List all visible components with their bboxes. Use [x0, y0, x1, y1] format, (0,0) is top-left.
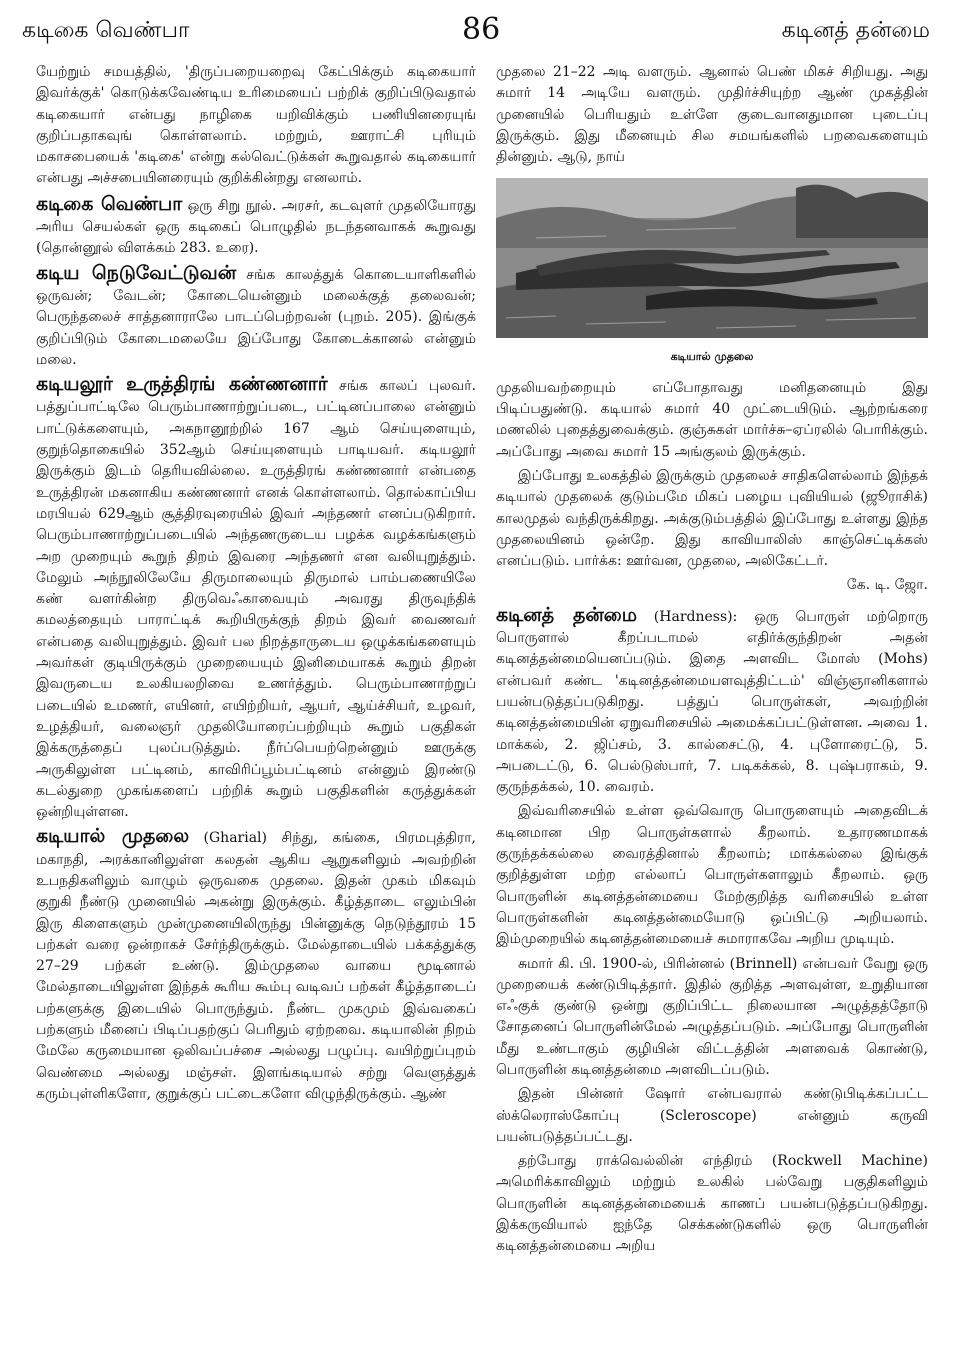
left-running-head: கடிகை வெண்பா	[22, 18, 190, 43]
entry-body: சங்க காலத்துக் கொடையாளிகளில் ஒருவன்; வேடன்; கோடையென்னும் மலைக்குத் தலைவன்; பெருந்தலைச் சாத்தனாராலே பாடப்பெற்றவன் (புறம். 205). இங்குக் குறிப்பிடும் கோடைமலையே இப்போது கோடைக்கானல் என்னும் மலை.	[36, 266, 476, 368]
entry-hardness	[496, 605, 928, 799]
right-column	[496, 62, 928, 1261]
paragraph: தற்போது ராக்வெல்லின் எந்திரம் (Rockwell Machine) அமெரிக்காவிலும் மற்றும் உலகில் பல்வேறு பகுதிகளிலும் பொருளின் கடினத்தன்மையைக் காணப் பயன்படுத்தப்படுகிறது. இக்கருவியால் ஐந்தே செக்கண்டுகளில் ஒரு பொருளின் கடினத்தன்மையை அறிய	[496, 1153, 928, 1255]
paragraph: இப்போது உலகத்தில் இருக்கும் முதலைச் சாதிகளெல்லாம் இந்தக் கடியால் முதலைக் குடும்பமே மிகப் பழைய புவியியல் (ஜூராசிக்) காலமுதல் வந்திருக்கிறது. அக்குடும்பத்தில் இப்போது உள்ளது இந்த முதலையினம் ஒன்றே. இது காவியாலிஸ் காஞ்செட்டிக்கஸ் எனப்படும். பார்க்க: ஊர்வன, முதலை, அலிகேட்டர்.	[496, 467, 928, 570]
right-running-head: கடினத் தன்மை	[781, 18, 930, 43]
entry-kadigai-venba	[36, 194, 476, 260]
entry-body: ஒரு பொருள் மற்றொரு பொருளால் கீறப்படாமல் எதிர்க்குந்திறன் அதன் கடினத்தன்மையெனப்படும். இதை அளவிட மோஸ் (Mohs) என்பவர் கண்ட 'கடினத்தன்மையளவுத்திட்டம்' விஞ்ஞானிகளால் பயன்படுத்தப்படுகிறது. பத்துப் பொருள்கள், அவற்றின் கடினத்தன்மையின் ஏறுவரிசையில் அமைக்கப்பட்டுள்ளன. அவை 1. மாக்கல், 2. ஜிப்சம், 3. கால்சைட்டு, 4. புளோரைட்டு, 5. அபடைட்டு, 6. பெல்டுஸ்பார், 7. படிகக்கல், 8. புஷ்பராகம், 9. குருந்தக்கல், 10. வைரம்.	[496, 608, 928, 796]
entry-heading: கடிகை வெண்பா	[36, 192, 183, 215]
entry-body: சிந்து, கங்கை, பிரமபுத்திரா, மகாநதி, அரக்கானிலுள்ள கலதன் ஆகிய ஆறுகளிலும் அவற்றின் உபநதிகளிலும் வாழும் ஒருவகை முதலை. இதன் முகம் மிகவும் குறுகி நீண்டு முனையில் அகன்று இருக்கும். கீழ்த்தாடை எலும்பின் இரு கிளைகளும் முன்முனையிலிருந்து பின்னுக்கு நெடுந்தூரம் 15 பற்கள் வரை ஒன்றாகச் சேர்ந்திருக்கும். மேல்தாடையில் பக்கத்துக்கு 27–29 பற்கள் உண்டு. இம்முதலை வாயை மூடினால் மேல்தாடையிலுள்ள இந்தக் கூரிய கூம்பு வடிவப் பற்கள் கீழ்த்தாடைப் பற்களுக்கு இடையில் பொருந்தும். நீண்ட முகமும் இவ்வகைப் பற்களும் மீனைப் பிடிப்பதற்குப் பெரிதும் ஏற்றவை. கடியாலின் நிறம் மேலே கருமையான ஒலிவப்பச்சை அல்லது பழுப்பு. வயிற்றுப்புறம் வெண்மை அல்லது மஞ்சள். இளங்கடியால் சற்று வெளுத்துக் கரும்புள்ளிகளோ, குறுக்குப் பட்டைகளோ விழுந்திருக்கும். ஆண்	[36, 830, 476, 1102]
figure-caption: கடியால் முதலை	[670, 350, 754, 364]
entry-heading: கடியால் முதலை	[36, 825, 190, 848]
entry-body: ஒரு சிறு நூல். அரசர், கடவுளர் முதலியோரது அரிய செயல்கள் ஒரு கடிகைப் பொழுதில் நடந்தனவாகக் கூறுவது (தொன்னூல் விளக்கம் 283. உரை).	[36, 197, 476, 257]
page-header	[0, 0, 966, 52]
gharial-illustration	[496, 178, 928, 338]
continued-text: முதலை 21–22 அடி வளரும். ஆனால் பெண் மிகச் சிறியது. அது சுமார் 14 அடியே வளரும். முதிர்ச்சியுற்ற ஆண் முகத்தின் முனையில் பெரியதும் உள்ளே குடைவானதுமான புடைப்பு இருக்கும். இது மீனையும் சில சமயங்களில் பறவைகளையும் தின்னும். ஆடு, நாய்	[496, 64, 928, 166]
entry-heading: கடியலூர் உருத்திரங் கண்ணனார்	[36, 373, 328, 396]
entry-kadiya-neduvettuvan	[36, 263, 476, 371]
entry-gharial	[36, 826, 476, 1105]
page-number: 86	[462, 12, 501, 47]
continued-text: முதலியவற்றையும் எப்போதாவது மனிதனையும் இது பிடிப்பதுண்டு. கடியால் சுமார் 40 முட்டையிடும். ஆற்றங்கரை மணலில் புதைத்துவைக்கும். குஞ்சுகள் மார்ச்சு–ஏப்ரலில் பொரிக்கும். அப்போது அவை சுமார் 15 அங்குலம் இருக்கும்.	[496, 379, 928, 460]
left-column	[36, 62, 476, 1108]
paragraph: இவ்வரிசையில் உள்ள ஒவ்வொரு பொருளையும் அதைவிடக் கடினமான பிற பொருள்களால் கீறலாம். உதாரணமாகக் குருந்தக்கல்லை வைரத்தினால் கீறலாம்; மாக்கல்லை இங்குக் குறித்துள்ள மற்ற எல்லாப் பொருள்களாலும் கீறலாம். ஒரு பொருளின் கடினத்தன்மையை மேற்குறித்த வரிசையில் உள்ள பொருள்களின் கடினத்தன்மையோடு ஒப்பிட்டு அறியலாம். இம்முறையில் கடினத்தன்மையைச் சுமாராகவே அறிய முடியும்.	[496, 803, 928, 948]
continued-text: யேற்றும் சமயத்தில், 'திருப்பறையறைவு கேட்பிக்கும் கடிகையார் இவர்க்குக்' கொடுக்கவேண்டிய உரிமையைப் பற்றிக் குறிப்பிடுவதால் கடிகையார் என்பது நாழிகை யறிவிக்கும் பணியினரையுங் குறிப்பதாகவுங் கொள்ளலாம். மற்றும், ஊராட்சி புரியும் மகாசபையைக் 'கடிகை' என்று கல்வெட்டுக்கள் கூறுவதால் கடிகையார் என்பது அச்சபையினரையும் குறிக்கின்றது எனலாம்.	[36, 64, 476, 187]
entry-heading: கடிய நெடுவேட்டுவன்	[36, 261, 237, 284]
entry-kadiyalur-uruththirang-kannanar	[36, 374, 476, 823]
entry-english-term: (Gharial)	[189, 830, 267, 847]
gharial-image	[496, 178, 928, 338]
entry-body: சங்க காலப் புலவர். பத்துப்பாட்டிலே பெரும்பாணாற்றுப்படை, பட்டினப்பாலை என்னும் பாட்டுக்களையும், அகநானூற்றில் 167 ஆம் செய்யுளையும், குறுந்தொகையில் 352ஆம் செய்யுளையும் பாடியவர். கடியலூர் இருக்கும் இடம் தெரியவில்லை. உருத்திரங் கண்ணனார் என்பதை உருத்திரன் மகனாகிய கண்ணனார் எனக் கொள்ளலாம். தொல்காப்பிய மரபியல் 629ஆம் சூத்திரவுரையில் இவர் அந்தணர் எனப்படுகிறார். பெரும்பாணாற்றுப்படையில் அந்தணருடைய பழக்க வழக்கங்களும் அற முறையும் கூறுந் திறம் இவரை அந்தணர் என வலியுறுத்தும். மேலும் அந்நூலிலேயே திருமாலையும் திருமால் பாம்பணையிலே கண் வளர்கின்ற திருவெஃகாவையும் அவரது திருவுந்திக் கமலத்தையும் பாராட்டிக் கூறியிருக்குந் திறம் இவர் வைணவர் என்பதை வலியுறுத்தும். இவர் பல நிறத்தாருடைய ஒழுக்கங்களையும் அவர்கள் குடியிருக்கும் முறையையும் இனிமையாகக் கூறும் திறன் இவருடைய உலகியலறிவை உணர்த்தும். பெரும்பாணாற்றுப் படையில் உமணர், எயினர், எயிற்றியர், ஆயர், ஆய்ச்சியர், உழவர், உழத்தியர், வலைஞர் முதலியோரைப்பற்றியும் கூறும் பகுதிகள் இக்கருத்தைப் புலப்படுத்தும். நீர்ப்பெயற்றென்னும் ஊருக்கு அருகிலுள்ள பட்டினம், காவிரிப்பூம்பட்டினம் என்னும் இரண்டு கடல்துறை முகங்களைப் பற்றிக் கூறும் பகுதிகளின் கருத்துக்கள் ஒன்றியுள்ளன.	[36, 378, 476, 821]
entry-heading: கடினத் தன்மை	[496, 603, 638, 626]
entry-english-term: (Hardness):	[637, 608, 738, 625]
paragraph: இதன் பின்னர் ஷோர் என்பவரால் கண்டுபிடிக்கப்பட்ட ஸ்க்லெராஸ்கோப்பு (Scleroscope) என்னும் கருவி பயன்படுத்தப்பட்டது.	[496, 1086, 928, 1145]
paragraph: சுமார் கி. பி. 1900-ல், பிரின்னல் (Brinnell) என்பவர் வேறு ஒரு முறையைக் கண்டுபிடித்தார். இதில் குறித்த அளவுள்ள, உறுதியான எஃகுக் குண்டு ஒன்று குறிப்பிட்ட நிலையான அழுத்தத்தோடு சோதனைப் பொருளின்மேல் அழுத்தப்படும். அப்போது பொருளின் மீது உண்டாகும் குழியின் விட்டத்தின் அளவைக் கொண்டு, பொருளின் கடினத்தன்மை அளவிடப்படும்.	[496, 955, 928, 1078]
author-signature: கே. டி. ஜோ.	[846, 577, 928, 594]
